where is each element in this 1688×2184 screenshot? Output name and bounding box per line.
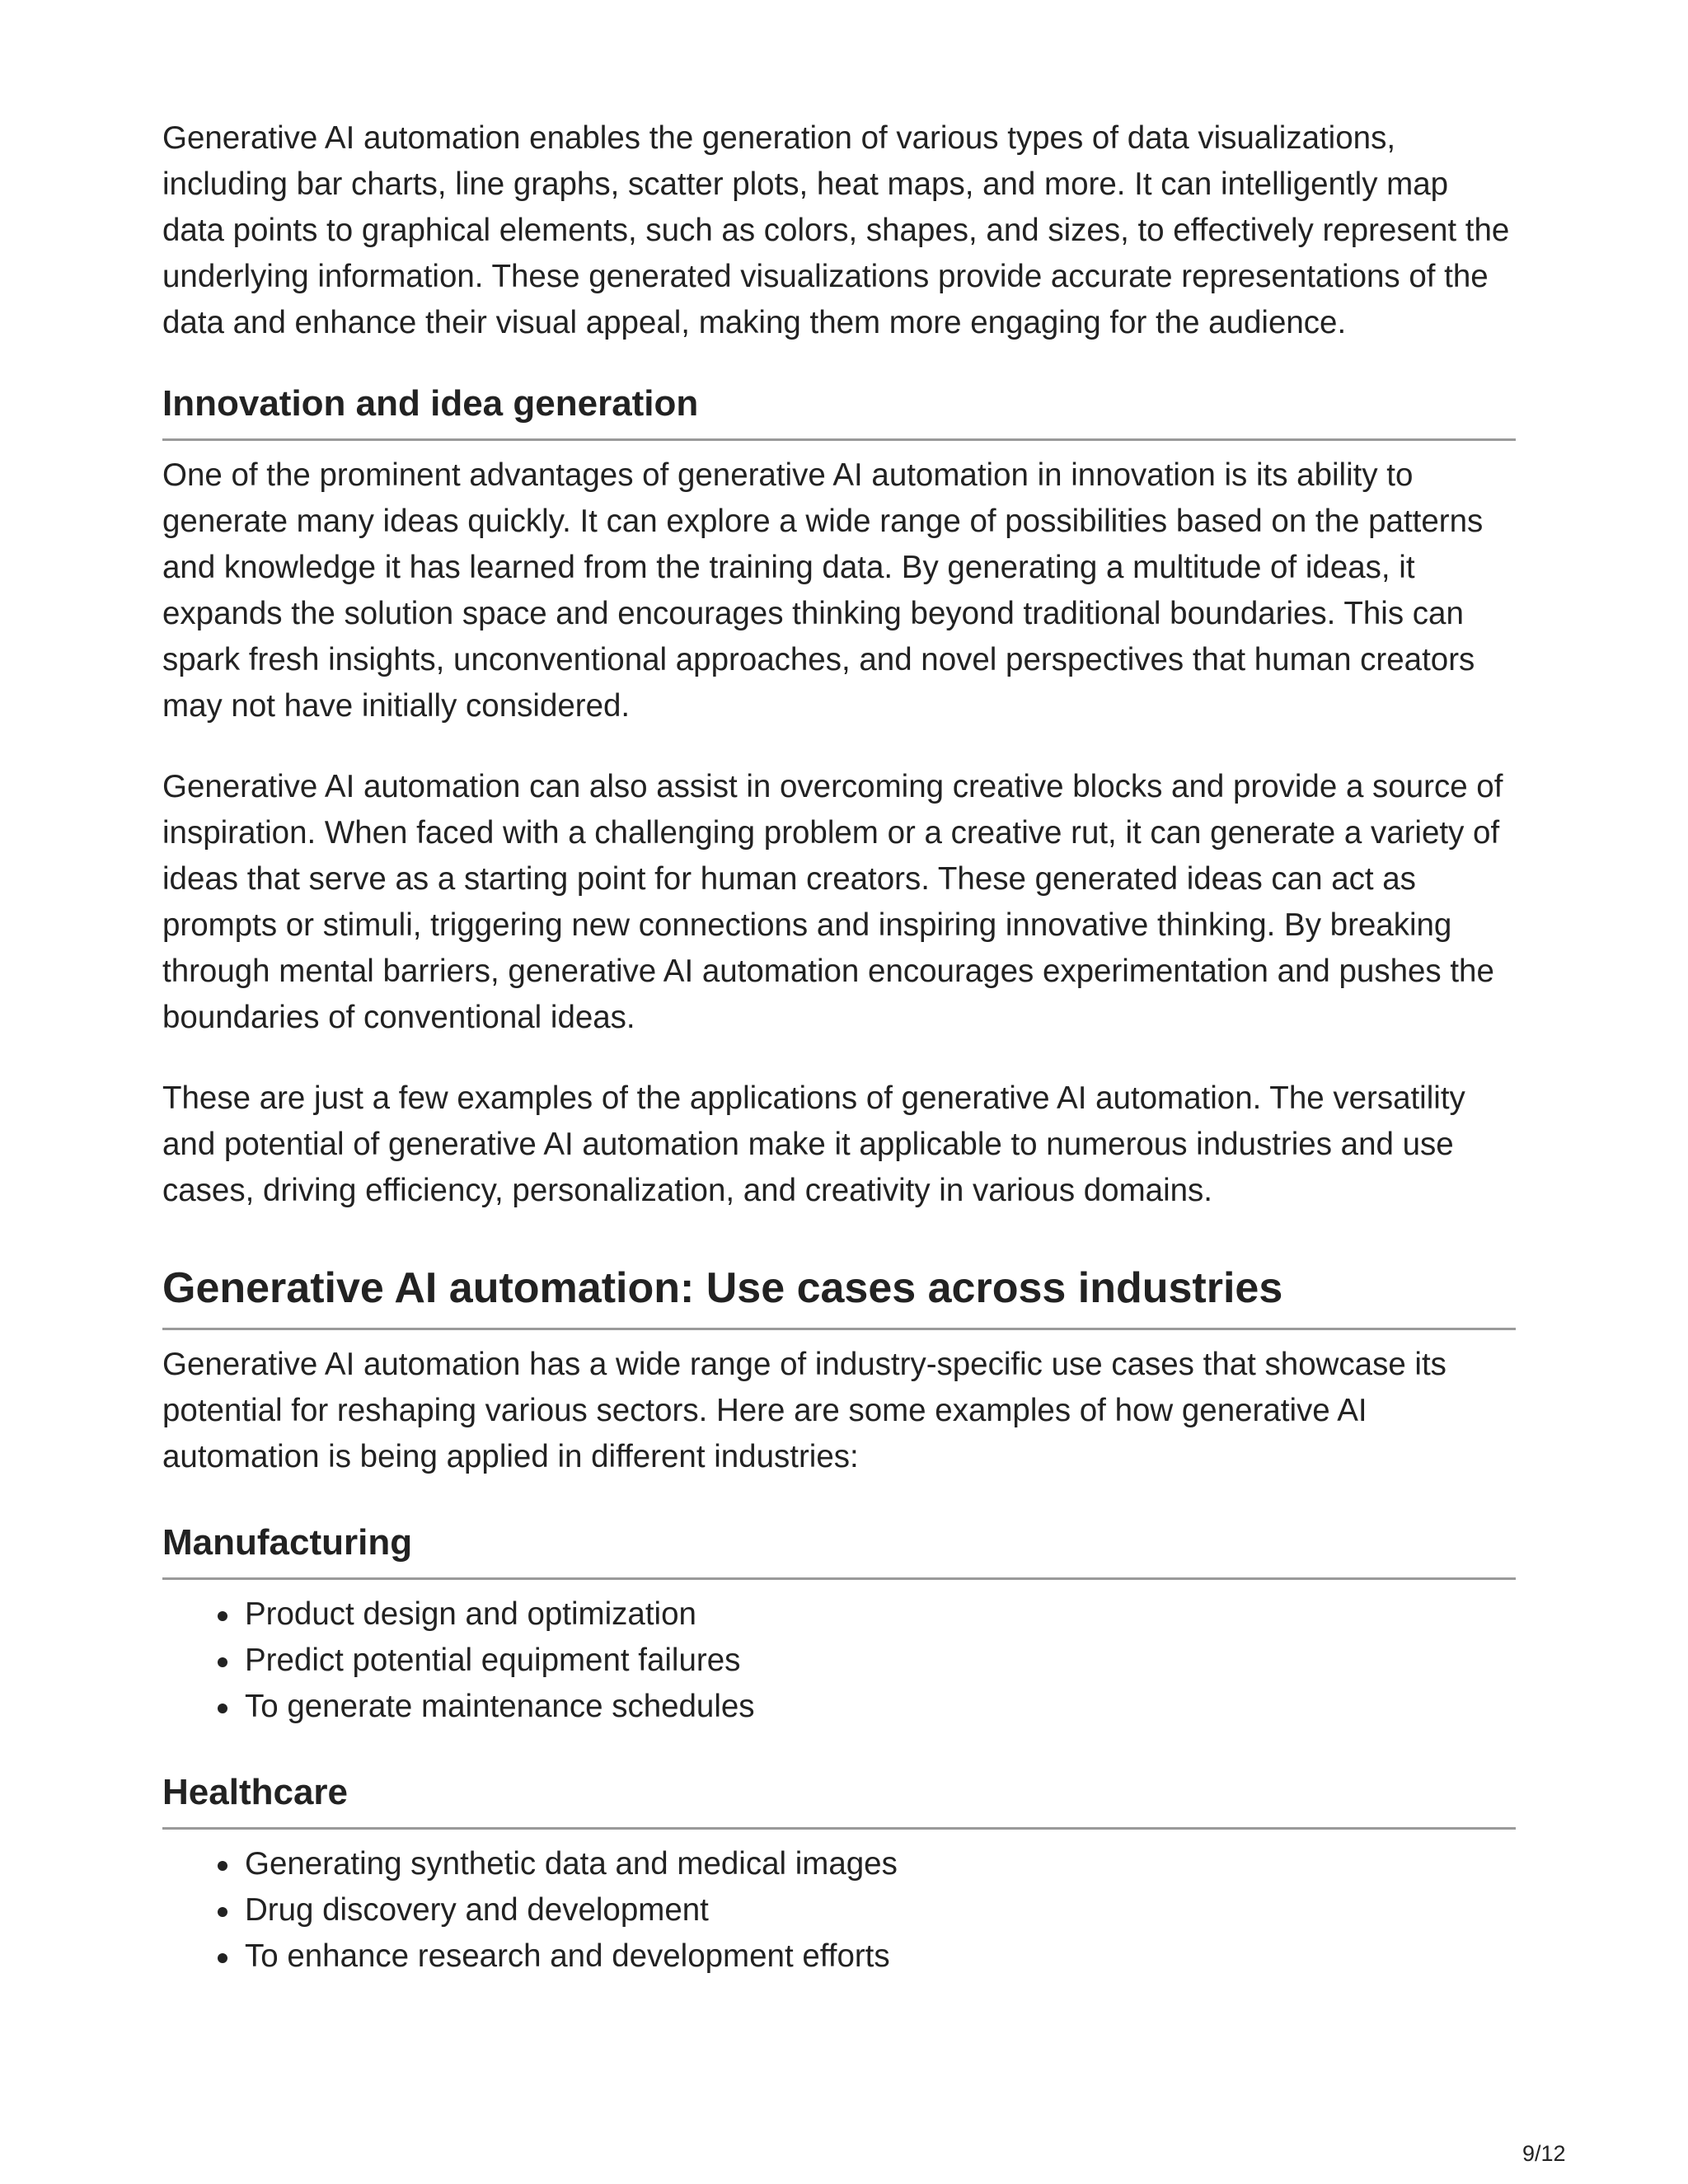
- use-cases-intro: Generative AI automation has a wide range of industry-specific use cases that showcase its potential for reshaping various sectors. Here are some examples of how generative AI automation is being applied in different industries:: [162, 1347, 1447, 1474]
- page-number: 9/12: [1522, 2141, 1566, 2166]
- manufacturing-list: [162, 1591, 1516, 1730]
- list-item: Product design and optimization: [245, 1591, 1516, 1638]
- innovation-paragraph-2: Generative AI automation can also assist in overcoming creative blocks and provide a source of inspiration. When faced with a challenging problem or a creative rut, it can generate a variety of ideas that serve as a starting point for human creators. These generated ideas can act as prompts or stimuli, triggering new connections and inspiring innovative thinking. By breaking through mental barriers, generative AI automation encourages experimentation and pushes the boundaries of conventional ideas.: [162, 769, 1503, 1035]
- innovation-paragraph-3: These are just a few examples of the applications of generative AI automation. The versatility and potential of generative AI automation make it applicable to numerous industries and use cases, driving efficiency, personalization, and creativity in various domains.: [162, 1080, 1465, 1208]
- list-item: Generating synthetic data and medical images: [245, 1841, 1516, 1887]
- article-content: [162, 115, 1516, 1980]
- list-item: Drug discovery and development: [245, 1887, 1516, 1933]
- innovation-heading: Innovation and idea generation: [162, 381, 1516, 441]
- use-cases-heading: Generative AI automation: Use cases across industries: [162, 1262, 1516, 1330]
- manufacturing-heading: Manufacturing: [162, 1520, 1516, 1580]
- list-item: To generate maintenance schedules: [245, 1684, 1516, 1730]
- innovation-paragraph-1: One of the prominent advantages of generative AI automation in innovation is its ability to generate many ideas quickly. It can explore a wide range of possibilities based on the patterns and knowledge it has learned from the training data. By generating a multitude of ideas, it expands the solution space and encourages thinking beyond traditional boundaries. This can spark fresh insights, unconventional approaches, and novel perspectives that human creators may not have initially considered.: [162, 457, 1484, 724]
- intro-paragraph: Generative AI automation enables the generation of various types of data visualizations, including bar charts, line graphs, scatter plots, heat maps, and more. It can intelligently map data points to graphical elements, such as colors, shapes, and sizes, to effectively represent the underlying information. These generated visualizations provide accurate representations of the data and enhance their visual appeal, making them more engaging for the audience.: [162, 120, 1510, 340]
- healthcare-heading: Healthcare: [162, 1769, 1516, 1830]
- list-item: To enhance research and development efforts: [245, 1933, 1516, 1980]
- healthcare-list: [162, 1841, 1516, 1980]
- list-item: Predict potential equipment failures: [245, 1638, 1516, 1684]
